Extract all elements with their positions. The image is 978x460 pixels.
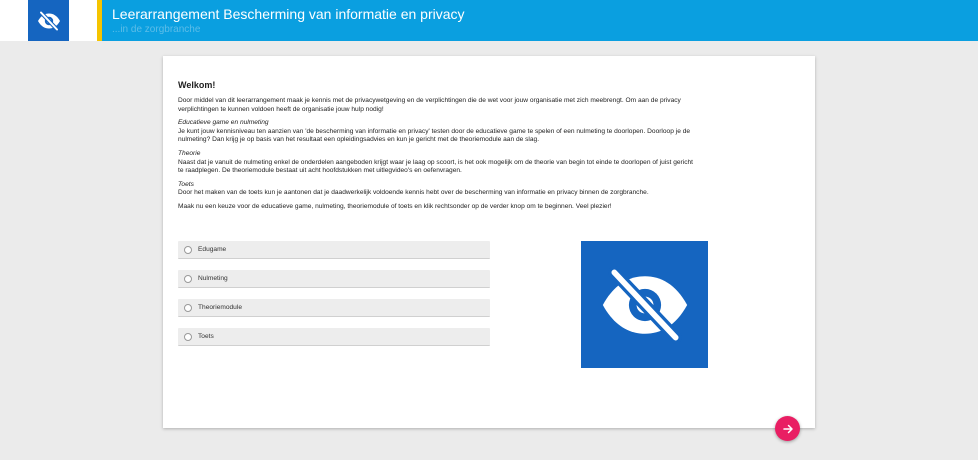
top-bar [0, 0, 978, 41]
privacy-illustration [581, 241, 708, 368]
option-toets[interactable] [178, 328, 490, 346]
section-title: Toets [178, 180, 194, 188]
option-list [178, 241, 490, 357]
eye-off-icon [599, 259, 691, 351]
app-title: Leerarrangement Bescherming van informatie en privacy [112, 6, 465, 22]
option-label: Toets [198, 333, 214, 340]
section-text: Door het maken van de toets kun je aantonen dat je daadwerkelijk voldoende kennis hebt over de bescherming van informatie en privacy binnen de zorgbranche. [178, 189, 649, 197]
radio-button[interactable] [184, 333, 192, 341]
section-theory [178, 150, 698, 176]
option-label: Theoriemodule [198, 304, 242, 311]
section-title: Theorie [178, 149, 201, 157]
next-button[interactable] [775, 416, 800, 441]
eye-off-icon [37, 9, 61, 33]
logo-area [0, 0, 97, 41]
section-title: Educatieve game en nulmeting [178, 119, 269, 127]
content-card [163, 56, 815, 428]
welcome-heading: Welkom! [178, 80, 216, 90]
option-label: Nulmeting [198, 275, 228, 282]
option-nulmeting[interactable] [178, 270, 490, 288]
app-subtitle: ...in de zorgbranche [112, 24, 201, 35]
instruction-text: Maak nu een keuze voor de educatieve game, nulmeting, theoriemodule of toets en klik rechtsonder op de verder knop om te beginnen. Veel plezier! [178, 202, 612, 210]
radio-button[interactable] [184, 246, 192, 254]
section-text: Je kunt jouw kennisniveau ten aanzien van 'de bescherming van informatie en privacy' testen door de educatieve game te spelen of een nulmeting te doorlopen. Doorloop je de nulmeting? Dan krijg je op basis van het resultaat een opleidingsadvies en kun je gericht met de theoriemodule aan de slag. [178, 127, 691, 144]
accent-stripe [97, 0, 102, 41]
option-edugame[interactable] [178, 241, 490, 259]
app-logo [28, 0, 69, 41]
radio-button[interactable] [184, 275, 192, 283]
radio-button[interactable] [184, 304, 192, 312]
section-game [178, 119, 698, 145]
section-test [178, 181, 698, 198]
intro-paragraph: Door middel van dit leerarrangement maak je kennis met de privacywetgeving en de verplichtingen die de wet voor jouw organisatie met zich meebrengt. Om aan de privacy verplichtingen te kunnen voldoen heeft de organisatie jouw hulp nodig! [178, 97, 681, 113]
arrow-right-icon [782, 423, 794, 435]
option-theoriemodule[interactable] [178, 299, 490, 317]
section-text: Naast dat je vanuit de nulmeting enkel de onderdelen aangeboden krijgt waar je laag op scoort, is het ook mogelijk om de theorie van begin tot einde te doorlopen of juist gericht te raadplegen. De theoriemodule bestaat uit acht hoofdstukken met uitlegvideo's en oefenvragen. [178, 158, 694, 175]
intro-text [178, 97, 698, 217]
option-label: Edugame [198, 246, 227, 253]
